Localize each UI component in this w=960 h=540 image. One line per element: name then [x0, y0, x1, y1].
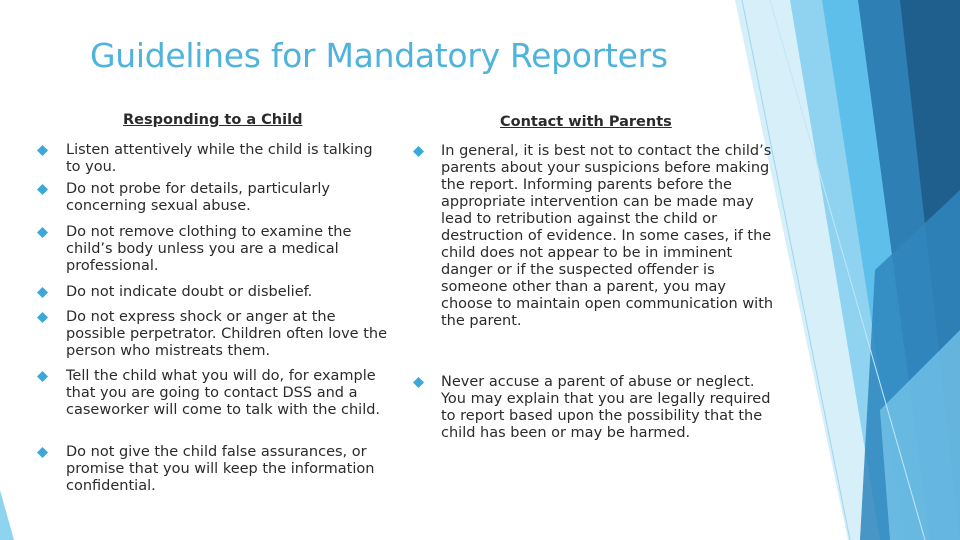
list-item-text: Do not indicate doubt or disbelief. — [66, 284, 313, 300]
list-item — [37, 284, 388, 301]
list-item-text: Never accuse a parent of abuse or neglect. You may explain that you are legally required to report based upon the possibility that the child has been or may be harmed. — [441, 374, 771, 441]
diamond-bullet-icon — [37, 287, 48, 298]
diamond-bullet-icon — [37, 447, 48, 458]
list-item-text: Do not express shock or anger at the possible perpetrator. Children often love the person who mistreats them. — [66, 309, 387, 359]
list-item — [37, 224, 388, 275]
diamond-bullet-icon — [413, 146, 424, 157]
diamond-bullet-icon — [37, 227, 48, 238]
list-item-text: Listen attentively while the child is talking to you. — [66, 142, 373, 175]
list-item — [37, 444, 388, 495]
list-item-text: Do not give the child false assurances, or promise that you will keep the information confidential. — [66, 444, 375, 494]
list-item-text: In general, it is best not to contact the child’s parents about your suspicions before making the report. Informing parents before the appropriate intervention can be made may lead to retribution against the child or destruction of evidence. In some cases, if the child does not appear to be in imminent danger or if the suspected offender is someone other than a parent, you may choose to maintain open communication with the parent. — [441, 143, 774, 329]
deco-left-corner — [0, 490, 14, 540]
list-item — [37, 309, 388, 360]
left-column-heading: Responding to a Child — [123, 112, 303, 128]
list-item — [413, 143, 776, 330]
list-item — [37, 181, 388, 215]
list-item — [413, 374, 776, 442]
list-item — [37, 142, 388, 176]
diamond-bullet-icon — [37, 184, 48, 195]
list-item-text: Do not remove clothing to examine the child’s body unless you are a medical professional. — [66, 224, 352, 274]
diamond-bullet-icon — [37, 145, 48, 156]
diamond-bullet-icon — [413, 377, 424, 388]
list-item — [37, 368, 388, 419]
list-item-text: Do not probe for details, particularly concerning sexual abuse. — [66, 181, 330, 214]
slide-title: Guidelines for Mandatory Reporters — [90, 36, 668, 75]
right-column-heading: Contact with Parents — [500, 114, 672, 130]
diamond-bullet-icon — [37, 371, 48, 382]
list-item-text: Tell the child what you will do, for example that you are going to contact DSS and a caseworker will come to talk with the child. — [66, 368, 381, 418]
diamond-bullet-icon — [37, 312, 48, 323]
